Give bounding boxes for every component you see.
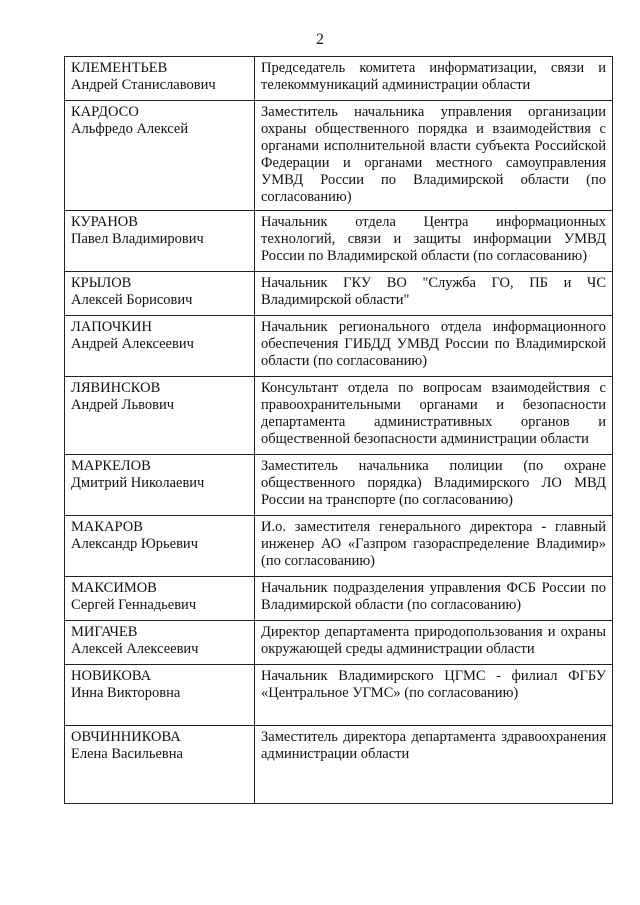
member-name-cell bbox=[65, 516, 255, 577]
member-given-names: Алексей Борисович bbox=[71, 292, 193, 308]
member-surname: ОВЧИННИКОВА bbox=[71, 729, 181, 745]
members-table bbox=[64, 56, 613, 804]
table-row bbox=[65, 455, 613, 516]
table-row bbox=[65, 316, 613, 377]
member-name-cell bbox=[65, 377, 255, 455]
table-row bbox=[65, 726, 613, 804]
table-row bbox=[65, 621, 613, 665]
member-surname: МАКАРОВ bbox=[71, 519, 143, 535]
member-given-names: Алексей Алексеевич bbox=[71, 641, 199, 657]
member-name-cell bbox=[65, 211, 255, 272]
member-name-cell bbox=[65, 101, 255, 211]
member-given-names: Дмитрий Николаевич bbox=[71, 475, 205, 491]
table-row bbox=[65, 377, 613, 455]
member-role: Начальник отдела Центра информационных технологий, связи и защиты информации УМВД России по Владимирской области (по согласованию) bbox=[255, 211, 613, 272]
member-surname: НОВИКОВА bbox=[71, 668, 152, 684]
member-surname: МИГАЧЕВ bbox=[71, 624, 138, 640]
member-surname: КЛЕМЕНТЬЕВ bbox=[71, 60, 168, 76]
member-given-names: Сергей Геннадьевич bbox=[71, 597, 197, 613]
table-row bbox=[65, 101, 613, 211]
member-surname: МАРКЕЛОВ bbox=[71, 458, 151, 474]
member-role: Директор департамента природопользования и охраны окружающей среды администрации области bbox=[255, 621, 613, 665]
member-role: Начальник подразделения управления ФСБ России по Владимирской области (по согласованию) bbox=[255, 577, 613, 621]
table-row bbox=[65, 665, 613, 726]
table-row bbox=[65, 57, 613, 101]
member-name-cell bbox=[65, 665, 255, 726]
page-number: 2 bbox=[316, 31, 324, 48]
member-given-names: Альфредо Алексей bbox=[71, 121, 189, 137]
member-role: Начальник регионального отдела информационного обеспечения ГИБДД УМВД России по Владимирской области (по согласованию) bbox=[255, 316, 613, 377]
member-given-names: Андрей Львович bbox=[71, 397, 175, 413]
member-role: Заместитель начальника управления организации охраны общественного порядка и взаимодействия с органами исполнительной власти субъекта Российской Федерации и органами местного самоуправления УМВД России по Владимирской области (по согласованию) bbox=[255, 101, 613, 211]
member-role: Председатель комитета информатизации, связи и телекоммуникаций администрации области bbox=[255, 57, 613, 101]
table-row bbox=[65, 577, 613, 621]
table-row bbox=[65, 211, 613, 272]
member-role: Начальник Владимирского ЦГМС - филиал ФГБУ «Центральное УГМС» (по согласованию) bbox=[255, 665, 613, 726]
member-name-cell bbox=[65, 621, 255, 665]
member-surname: ЛЯВИНСКОВ bbox=[71, 380, 161, 396]
member-given-names: Андрей Станиславович bbox=[71, 77, 216, 93]
member-name-cell bbox=[65, 272, 255, 316]
member-name-cell bbox=[65, 577, 255, 621]
member-surname: МАКСИМОВ bbox=[71, 580, 157, 596]
member-given-names: Инна Викторовна bbox=[71, 685, 181, 701]
member-surname: КАРДОСО bbox=[71, 104, 139, 120]
table-row bbox=[65, 272, 613, 316]
member-given-names: Павел Владимирович bbox=[71, 231, 204, 247]
member-name-cell bbox=[65, 57, 255, 101]
member-surname: КУРАНОВ bbox=[71, 214, 138, 230]
member-name-cell bbox=[65, 726, 255, 804]
member-given-names: Андрей Алексеевич bbox=[71, 336, 194, 352]
member-given-names: Александр Юрьевич bbox=[71, 536, 198, 552]
member-role: Начальник ГКУ ВО "Служба ГО, ПБ и ЧС Владимирской области" bbox=[255, 272, 613, 316]
member-role: И.о. заместителя генерального директора - главный инженер АО «Газпром газораспределение Владимир» (по согласованию) bbox=[255, 516, 613, 577]
member-role: Заместитель директора департамента здравоохранения администрации области bbox=[255, 726, 613, 804]
table-row bbox=[65, 516, 613, 577]
member-role: Консультант отдела по вопросам взаимодействия с правоохранительными органами и безопасности департамента административных органов и общественной безопасности администрации области bbox=[255, 377, 613, 455]
member-name-cell bbox=[65, 455, 255, 516]
member-given-names: Елена Васильевна bbox=[71, 746, 183, 762]
member-surname: ЛАПОЧКИН bbox=[71, 319, 152, 335]
member-role: Заместитель начальника полиции (по охране общественного порядка) Владимирского ЛО МВД России на транспорте (по согласованию) bbox=[255, 455, 613, 516]
member-name-cell bbox=[65, 316, 255, 377]
member-surname: КРЫЛОВ bbox=[71, 275, 132, 291]
